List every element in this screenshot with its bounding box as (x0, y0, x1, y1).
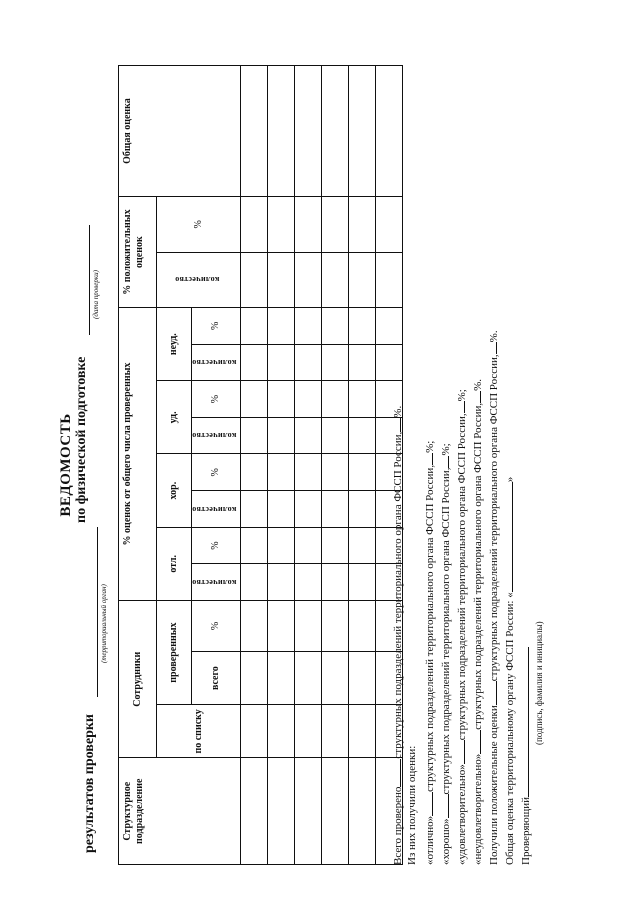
footer-line-unsatisfactory: «неудовлетворительно»структурных подразделений территориального органа ФССП России,%. (472, 378, 484, 865)
satisfactory-qty-label: количество (192, 431, 237, 441)
table-row (321, 66, 348, 865)
table-row (267, 66, 294, 865)
grade-unsatisfactory: неуд. (157, 308, 192, 381)
results-table (118, 65, 403, 865)
col-structural-unit: Структурное подразделение (119, 758, 241, 865)
footer-line-grades-intro: Из них получили оценки: (406, 745, 418, 865)
col-grades: % оценок от общего числа проверенных (119, 308, 157, 601)
col-positive: % положительных оценок (119, 197, 157, 308)
col-total: всего (192, 651, 241, 704)
table-row (348, 66, 375, 865)
footer-line-positive: Получили положительные оценкиструктурных подразделений территориального органа ФССП России,%. (488, 330, 500, 865)
footer-line-good: «хорошо»структурных подразделений территориального органа ФССП России,%; (440, 443, 452, 865)
footer-line-total: Всего провереноструктурных подразделений территориального органа ФССП России,%. (392, 405, 404, 865)
col-by-list: по списку (157, 705, 241, 758)
excellent-qty-label: количество (192, 577, 237, 587)
col-staff: Сотрудники (119, 600, 157, 758)
good-qty-label: количество (192, 504, 237, 514)
unsatisfactory-pct-cell: % (192, 308, 241, 345)
grade-good: хор. (157, 454, 192, 527)
excellent-qty-cell (192, 564, 241, 601)
positive-qty-cell (157, 252, 241, 307)
footer-line-satisfactory: «удовлетворительно»структурных подразделений территориального органа ФССП России,%; (456, 389, 468, 865)
positive-qty-label: количество (174, 275, 219, 285)
org-blank-line (96, 527, 98, 697)
good-pct-cell: % (192, 454, 241, 491)
table-row (294, 66, 321, 865)
header-line-left: результатов проверки (82, 714, 97, 853)
footer-line-inspector: Проверяющий (518, 647, 532, 865)
positive-pct-cell: % (157, 197, 241, 253)
grade-satisfactory: уд. (157, 381, 192, 454)
date-blank-line (88, 225, 90, 335)
col-checked-pct: % (192, 600, 241, 651)
header-line-mid: по физической подготовке (74, 356, 89, 523)
unsatisfactory-qty-cell (192, 344, 241, 381)
signature-caption: (подпись, фамилия и инициалы) (534, 621, 544, 745)
good-qty-cell (192, 491, 241, 528)
satisfactory-pct-cell: % (192, 381, 241, 418)
col-overall: Общая оценка (119, 66, 241, 197)
excellent-pct-cell: % (192, 527, 241, 564)
col-checked: проверенных (157, 600, 192, 704)
grade-excellent: отл. (157, 527, 192, 600)
rotated-sheet (50, 55, 630, 875)
table-row (240, 66, 267, 865)
unsatisfactory-qty-label: количество (192, 358, 237, 368)
org-caption: (территориальный орган) (100, 584, 108, 663)
footer-line-excellent: «отлично»структурных подразделений территориального органа ФССП России,%; (424, 440, 436, 865)
footer-line-overall: Общая оценка территориальному органу ФССП России: «» (504, 476, 516, 865)
date-caption: (дата проверки) (92, 269, 100, 319)
satisfactory-qty-cell (192, 417, 241, 454)
document-title: ВЕДОМОСТЬ (58, 413, 74, 517)
